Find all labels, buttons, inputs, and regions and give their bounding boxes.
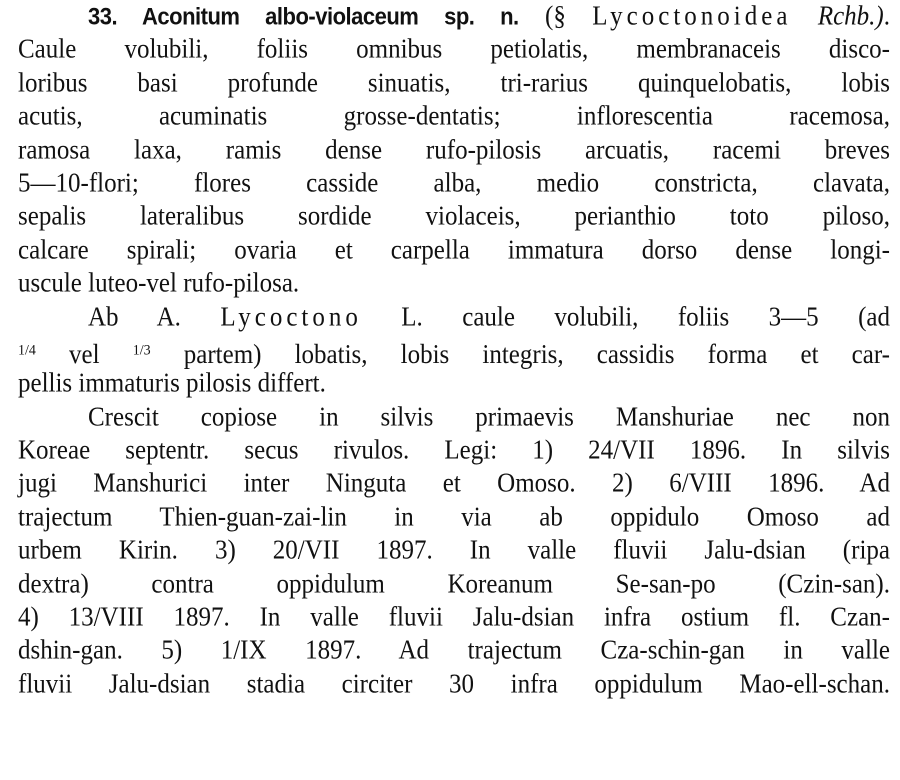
text-line [18,433,890,469]
text-line [18,299,890,335]
text-line [18,566,890,602]
text-segment: pellis immaturis pilosis differt. [18,369,326,399]
text-line [18,633,890,669]
text-line [18,199,890,235]
text-segment: loribus basi profunde sinuatis, tri-rarius quinquelobatis, lobis [18,68,890,98]
text-line [18,166,890,202]
text-segment: Caule volubili, foliis omnibus petiolatis, membranaceis disco- [18,35,890,65]
text-segment: jugi Manshurici inter Ninguta et Omoso. 2) 6/VIII 1896. Ad [18,469,890,499]
text-line [18,600,890,636]
text-segment: acutis, acuminatis grosse-dentatis; inflorescentia racemosa, [18,102,890,132]
species-name: 33. Aconitum albo-violaceum sp. n. [88,2,519,30]
fraction: 1/4 [18,342,36,359]
species-heading-line [18,0,890,35]
text-line [18,333,890,369]
text-line [18,399,890,435]
text-line [18,366,890,402]
text-segment: Lycoctono [220,302,362,332]
text-segment: (§ [518,1,593,32]
text-line [18,266,890,302]
text-line [18,466,890,502]
text-segment: trajectum Thien-guan-zai-lin in via ab oppidulo Omoso ad [18,502,890,532]
text-segment: fluvii Jalu-dsian stadia circiter 30 infra oppidulum Mao-ell-schan. [18,669,890,699]
text-line [18,132,890,168]
text-segment: Crescit copiose in silvis primaevis Manshuriae nec non [88,402,890,432]
text-segment: partem) lobatis, lobis integris, cassidis forma et car- [150,340,890,370]
text-line [18,533,890,569]
text-segment: dextra) contra oppidulum Koreanum Se-san-po (Czin-san). [18,569,890,599]
text-segment: . [883,1,891,32]
text-segment: Rchb.) [817,1,884,32]
text-segment: vel [35,340,133,370]
text-segment: Lycoctonoidea [592,1,792,32]
document-page [18,0,890,701]
text-segment: 4) 13/VIII 1897. In valle fluvii Jalu-dsian infra ostium fl. Czan- [18,602,890,633]
text-line [18,99,890,135]
text-segment: dshin-gan. 5) 1/IX 1897. Ad trajectum Cza-schin-gan in valle [18,636,890,666]
fraction: 1/3 [132,342,151,359]
text-segment: Koreae septentr. secus rivulos. Legi: 1) 24/VII 1896. In silvis [18,435,890,466]
text-segment: sepalis lateralibus sordide violaceis, perianthio toto piloso, [18,202,890,232]
text-segment: L. caule volubili, foliis 3—5 (ad [361,302,890,332]
text-line [18,500,890,536]
text-line [18,65,890,101]
text-segment: Ab A. [88,302,221,332]
text-segment: uscule luteo-vel rufo-pilosa. [18,269,300,299]
text-line [18,666,890,702]
text-segment [791,2,817,31]
text-line [18,32,890,68]
text-segment: urbem Kirin. 3) 20/VII 1897. In valle fluvii Jalu-dsian (ripa [18,536,890,566]
text-segment: ramosa laxa, ramis dense rufo-pilosis arcuatis, racemi breves [18,135,890,165]
text-segment: calcare spirali; ovaria et carpella immatura dorso dense longi- [18,235,890,265]
text-segment: 5—10-flori; flores casside alba, medio constricta, clavata, [18,168,890,199]
text-line [18,232,890,268]
